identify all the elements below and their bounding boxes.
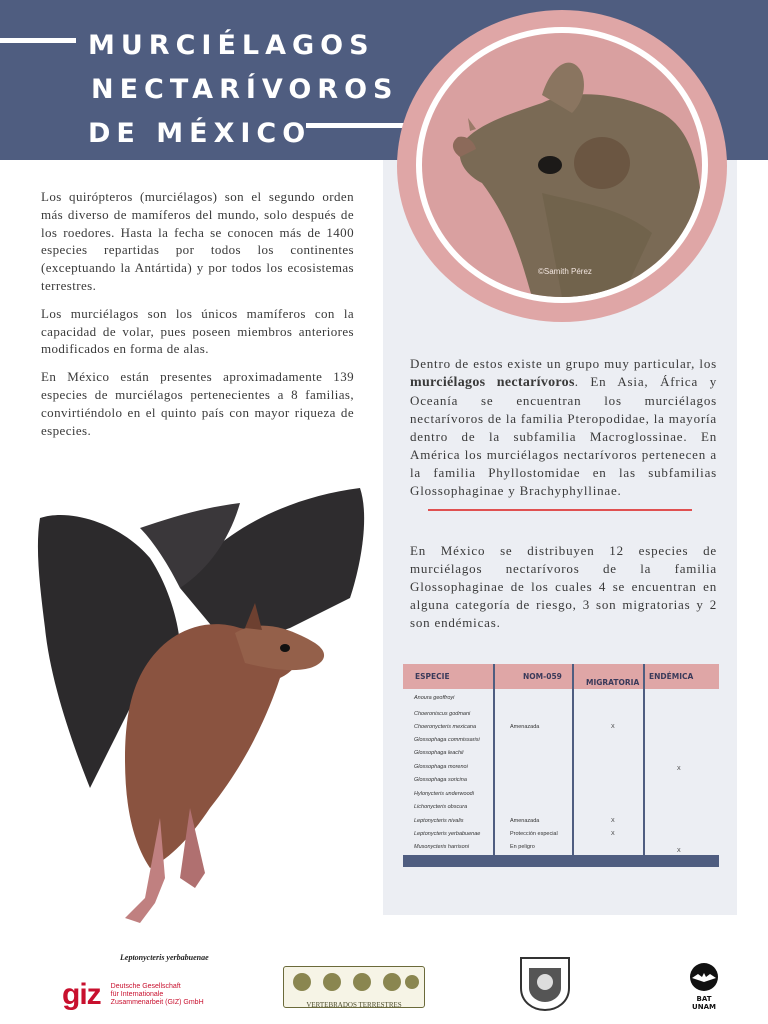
paragraph-mexico-species: En México están presentes aproximadamente 139 especies de murciélagos pertenecientes a 8 familias, convirtiéndolo en el quinto país con mayor riqueza de especies. <box>41 369 354 438</box>
cell-especie: Glossophaga morenoi <box>414 764 468 770</box>
title-line-3: DE MÉXICO <box>88 118 312 149</box>
header-especie: ESPECIE <box>415 672 450 681</box>
unam-crest-logo <box>517 954 573 1012</box>
table-row <box>403 750 719 762</box>
mexico-distribution-text <box>410 542 717 632</box>
cell-endemica: X <box>677 848 681 854</box>
giz-mark: giz <box>62 978 101 1011</box>
nectarivorous-text <box>410 355 717 500</box>
cell-especie: Glossophaga commissarisi <box>414 737 480 743</box>
intro-text <box>41 188 354 449</box>
unam-logo-text: UNAM <box>692 1003 716 1011</box>
cell-especie: Hylonycteris underwoodi <box>414 791 474 797</box>
table-row <box>403 791 719 803</box>
cell-especie: Choeronycteris mexicana <box>414 724 477 730</box>
header-nom-059: NOM-059 <box>523 672 562 681</box>
portrait-frame <box>416 27 708 303</box>
title-line-1: MURCIÉLAGOS <box>88 30 375 61</box>
cell-nom-059: Amenazada <box>510 818 540 824</box>
giz-text-line2: für Internationale <box>110 991 164 998</box>
p1-after: . En Asia, África y Oceanía se encuentran los murciélagos nectarívoros de la familia Pteropodidae, la mayoría dentro de la subfamilia Macroglossinae. En América los murciélagos nectarívoros pertenecen a la familia Phyllostomidae en las subfamilias Glossophaginae y Brachyphyllinae. <box>410 374 717 498</box>
header-endemica: ENDÉMICA <box>649 672 694 681</box>
cell-especie: Leptonycteris nivalis <box>414 818 464 824</box>
red-underline <box>428 509 692 511</box>
paragraph-flight: Los murciélagos son los únicos mamíferos con la capacidad de volar, pues poseen miembros anteriores modificados en forma de alas. <box>41 305 354 357</box>
photo-credit: ©Samith Pérez <box>538 267 592 276</box>
cell-migratoria: X <box>611 724 615 730</box>
table-row <box>403 764 719 776</box>
bat-portrait-photo <box>422 33 702 297</box>
page-title <box>88 24 398 156</box>
cell-nom-059: Amenazada <box>510 724 540 730</box>
cell-migratoria: X <box>611 818 615 824</box>
bat-head-illustration <box>422 33 702 297</box>
paragraph-nectarivorous-groups <box>410 355 717 500</box>
paragraph-chiroptera: Los quirópteros (murciélagos) son el segundo orden más diverso de mamíferos del mundo, solo después de los roedores. Hasta la fecha se conocen más de 1400 especies repartidas por todos los continentes (exceptuando la Antártida) y por todos los ecosistemas terrestres. <box>41 189 354 293</box>
table-row <box>403 695 719 707</box>
giz-text <box>111 983 204 1007</box>
p1-before: Dentro de estos existe un grupo muy particular, los <box>410 356 717 371</box>
cell-especie: Anoura geoffroyi <box>414 695 455 701</box>
cell-nom-059: Protección especial <box>510 831 558 837</box>
cell-especie: Glossophaga soricina <box>414 777 467 783</box>
table-row <box>403 724 719 736</box>
table-row <box>403 831 719 843</box>
cell-endemica: X <box>677 766 681 772</box>
species-caption: Leptonycteris yerbabuenae <box>120 953 209 962</box>
table-row <box>403 737 719 749</box>
giz-text-line1: Deutsche Gesellschaft <box>110 983 181 990</box>
title-line-2: NECTARÍVOROS <box>91 74 399 105</box>
bat-unam-logo <box>684 962 724 1010</box>
cell-especie: Lichonycteris obscura <box>414 804 468 810</box>
bat-logo-icon <box>686 962 722 992</box>
cell-especie: Choeroniscus godmani <box>414 711 471 717</box>
lab-vertebrados-logo <box>283 966 425 1008</box>
header-migratoria: MIGRATORIA <box>586 678 640 687</box>
table-row <box>403 777 719 789</box>
bat-logo-text: BAT <box>696 995 712 1003</box>
animal-icons <box>284 967 424 995</box>
giz-logo <box>62 978 204 1012</box>
table-row <box>403 804 719 816</box>
cell-especie: Musonycteris harrisoni <box>414 844 470 850</box>
unam-crest-icon <box>517 954 573 1012</box>
highlight-nectarivorous: murciélagos nectarívoros <box>410 375 575 390</box>
species-table <box>403 664 719 867</box>
giz-text-line3: Zusammenarbeit (GIZ) GmbH <box>110 999 204 1006</box>
cell-migratoria: X <box>611 831 615 837</box>
paragraph-mexico-distribution: En México se distribuyen 12 especies de murciélagos nectarívoros de la familia Glossophaginae de los cuales 4 se encuentran en alguna categoría de riesgo, 3 son migratorias y 2 son endémicas. <box>410 543 717 630</box>
cell-especie: Leptonycteris yerbabuenae <box>414 831 481 837</box>
cell-nom-059: En peligro <box>510 844 535 850</box>
cell-especie: Glossophaga leachii <box>414 750 464 756</box>
table-footer <box>403 855 719 867</box>
bat-flying-illustration <box>30 478 380 938</box>
table-row <box>403 818 719 830</box>
title-line-left <box>0 38 76 43</box>
table-row <box>403 711 719 723</box>
lab-text: VERTEBRADOS TERRESTRES <box>306 1001 402 1009</box>
